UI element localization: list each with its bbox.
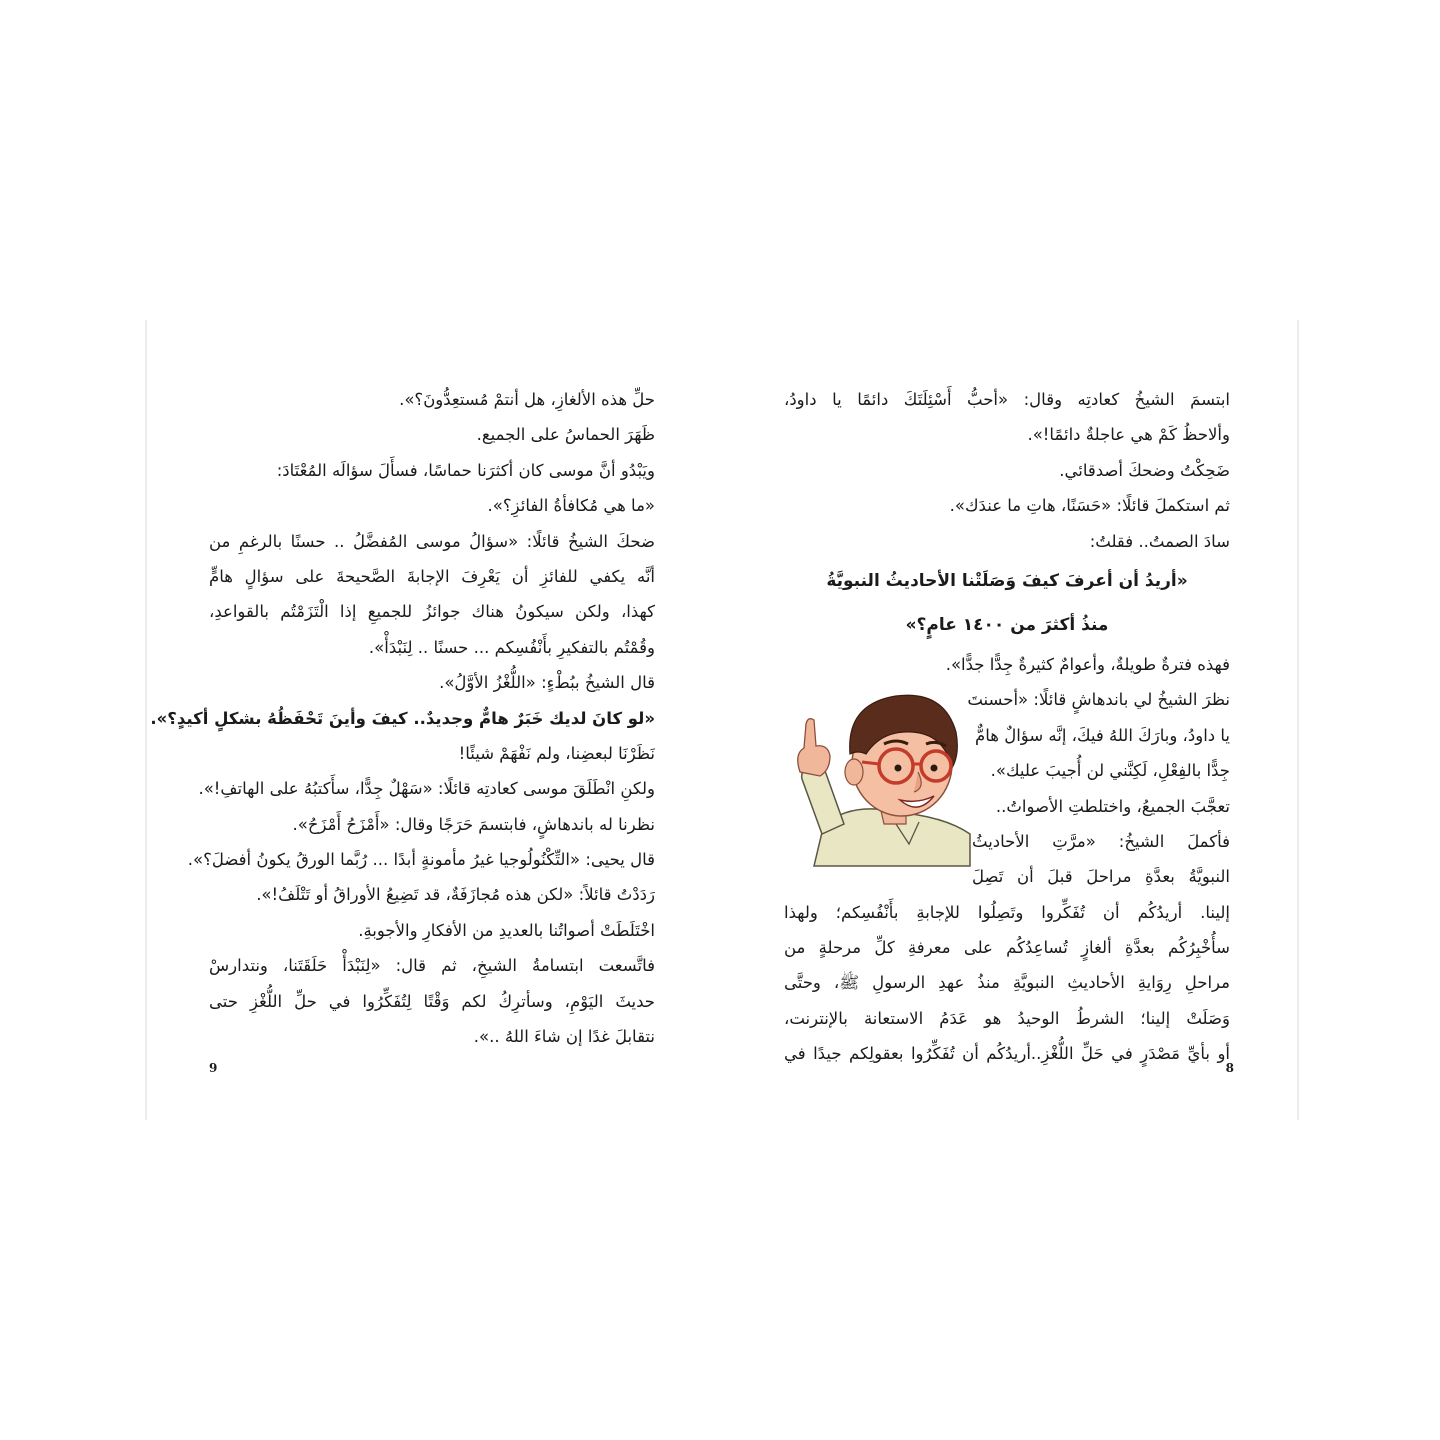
riddle-text: «لو كانَ لديك خَبَرٌ هامٌّ وجديدٌ.. كيفَ وأينَ تَحْفَظُهُ بشكلٍ أكيدٍ؟».	[150, 708, 655, 728]
text-line: حلِّ هذه الألغازِ، هل أنتمْ مُستعِدُّونَ؟».	[399, 390, 655, 409]
text-line: «ما هي مُكافأةُ الفائزِ؟».	[487, 496, 655, 516]
text-line: نتقابلَ غدًا إن شاءَ اللهُ ..».	[473, 1027, 655, 1047]
boy-pointing-up-illustration	[784, 684, 970, 866]
text-line: فأكملَ الشيخُ: «مرَّتِ الأحاديثُ	[972, 831, 1230, 851]
text-line: سأُخْبِرُكُم بعدَّةِ ألغازٍ تُساعِدُكُم على معرفةِ كلِّ مرحلةٍ من	[784, 938, 1230, 958]
right-page	[722, 320, 1297, 1120]
text-line: فهذه فترةٌ طويلةٌ، وأعوامٌ كثيرةٌ جِدًّا جدًّا».	[945, 654, 1230, 674]
text-line: أنَّه يكفي للفائزِ أن يَعْرِفَ الإجابةَ الصَّحيحةَ على سؤالٍ هامٍّ	[209, 566, 655, 586]
riddle-title: قال الشيخُ ببُطْءٍ: «اللُّغْزُ الأوَّلُ».	[439, 673, 655, 693]
text-line: يا داودُ، وبارَكَ اللهُ فيكَ، إنَّه سؤالٌ هامٌّ	[975, 725, 1230, 745]
text-line: نظرَ الشيخُ لي باندهاشٍ قائلًا: «أحسنتَ	[967, 690, 1230, 710]
text-line: كهذا، ولكن سيكونُ هناك جوائزُ للجميعِ إذا الْتَزَمْتُم بالقواعدِ،	[209, 602, 655, 622]
text-line: النبويَّةُ بعدَّةِ مراحلَ قبلَ أن تَصِلَ	[972, 867, 1230, 887]
text-line: أو بأيِّ مَصْدَرٍ في حَلِّ اللُّغْزِ..أريدُكُم أن تُفَكِّرُوا بعقولِكم جيدًا في	[784, 1044, 1230, 1064]
question-heading: منذُ أكثرَ من ١٤٠٠ عامٍ؟»	[905, 614, 1109, 635]
left-page	[147, 320, 722, 1120]
text-line: ابتسمَ الشيخُ كعادتِه وقال: «أحبُّ أَسْئِلَتَكَ دائمًا يا داودُ،	[784, 390, 1230, 409]
text-line: اخْتَلَطَتْ أصواتُنا بالعديدِ من الأفكارِ والأجوبةِ.	[358, 920, 655, 940]
text-line: مراحلِ رِوَايةِ الأحاديثِ النبويَّةِ منذُ عهدِ الرسولِ ﷺ، وحتَّى	[784, 973, 1230, 993]
question-heading: «أريدُ أن أعرفَ كيفَ وَصَلَتْنا الأحاديثُ النبويَّةُ	[826, 570, 1188, 591]
text-line: ويَبْدُو أنَّ موسى كان أكثرَنا حماسًا، فسأَلَ سؤالَه المُعْتَادَ:	[276, 460, 655, 480]
text-line: إلينا. أريدُكُم أن تُفَكِّروا وتَصِلُوا للإجابةِ بأَنْفُسِكم؛ ولهذا	[784, 902, 1230, 922]
book-spread	[145, 320, 1299, 1120]
text-line: وألاحظُ كَمْ هي عاجلةٌ دائمًا!».	[1027, 425, 1230, 445]
text-line: ظَهَرَ الحماسُ على الجميع.	[476, 425, 655, 445]
text-line: وقُمْتُم بالتفكيرِ بأَنْفُسِكم ... حسنًا .. لِنَبْدَأْ».	[368, 637, 655, 657]
text-line: قال يحيى: «التِّكْنُولُوجيا غيرُ مأمونةٍ أبدًا ... رُبَّما الورقُ يكونُ أفضلَ؟».	[187, 850, 655, 870]
text-line: جِدًّا بالفِعْلِ، لَكِنَّني لن أُجيبَ عليك».	[990, 761, 1230, 781]
page-number: 8	[1225, 1061, 1234, 1075]
text-line: ضحكَ الشيخُ قائلًا: «سؤالُ موسى المُفضَّلُ .. حسنًا بالرغمِ من	[209, 531, 655, 551]
text-line: وَصَلَتْ إلينا؛ الشرطُ الوحيدُ هو عَدَمُ الاستعانة بالإنترنت،	[784, 1008, 1230, 1028]
text-line: فاتَّسعت ابتسامةُ الشيخِ، ثم قال: «لِنَبْدَأْ حَلَقَتَنا، ونتدارسْ	[209, 956, 655, 976]
text-line: حديثَ اليَوْمِ، وسأترِكُ لكم وَقْتًا لِتُفَكِّرُوا في حلِّ اللُّغْزِ حتى	[209, 991, 655, 1011]
text-line: نظرنا له باندهاشٍ، فابتسمَ حَرَجًا وقال: «أَمْزَحُ أَمْزَحُ».	[292, 814, 655, 834]
text-line: سادَ الصمتُ.. فقلتُ:	[1089, 531, 1230, 551]
text-line: تعجَّبَ الجميعُ، واختلطتِ الأصواتُ..	[995, 796, 1230, 816]
text-line: نَظَرْنَا لبعضِنا، ولم نَفْهَمْ شيئًا!	[458, 743, 655, 763]
left-page-text	[150, 382, 655, 1054]
text-line: ولكنِ انْطَلَقَ موسى كعادتِه قائلًا: «سَهْلٌ جِدًّا، سأَكتبُهُ على الهاتفِ!».	[198, 779, 655, 799]
page-number: 9	[209, 1061, 218, 1075]
text-line: ضَحِكْتُ وضحكَ أصدقائي.	[1059, 460, 1230, 480]
text-line: رَدَدْتُ قائلاً: «لكن هذه مُجازَفَةٌ، قد تَضِيعُ الأوراقُ أو تَتْلَفُ!».	[256, 885, 655, 905]
text-line: ثم استكملَ قائلًا: «حَسَنًا، هاتِ ما عندَك».	[949, 496, 1230, 516]
